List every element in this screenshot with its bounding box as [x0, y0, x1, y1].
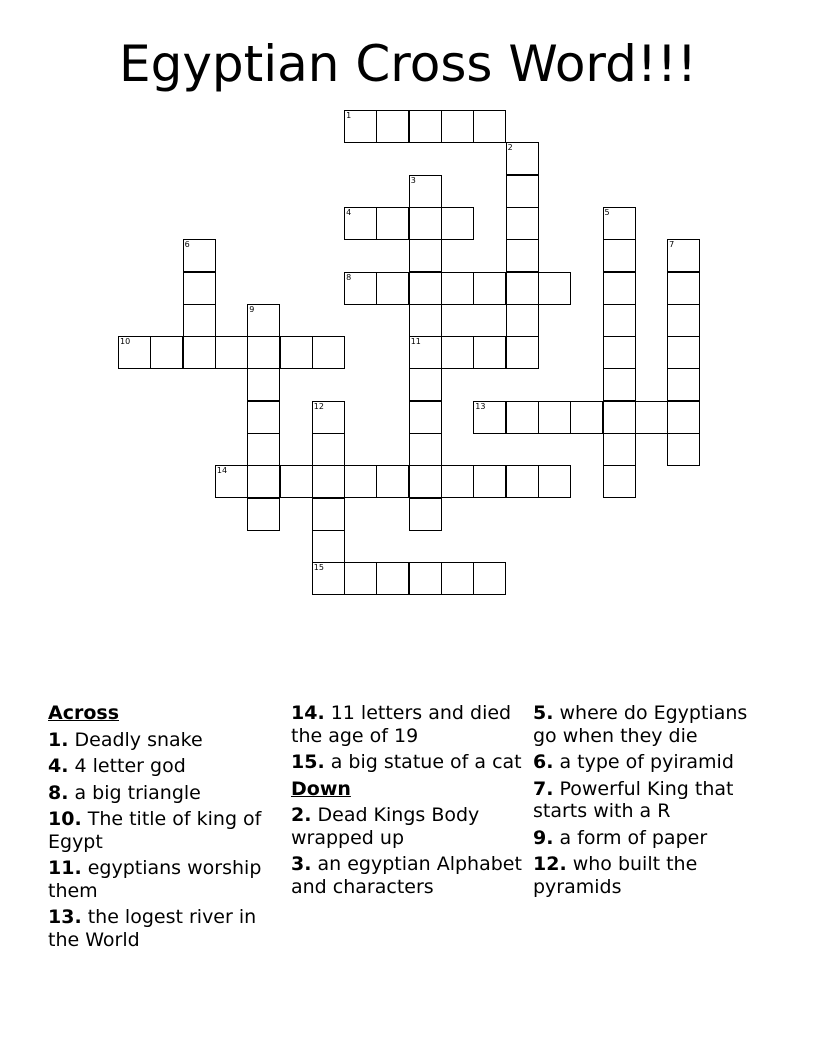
grid-cell[interactable] — [603, 433, 636, 466]
grid-cell[interactable] — [473, 562, 506, 595]
grid-cell[interactable] — [376, 562, 409, 595]
grid-cell[interactable] — [473, 401, 506, 434]
grid-cell[interactable] — [344, 562, 377, 595]
grid-cell[interactable] — [376, 207, 409, 240]
grid-cell[interactable] — [667, 401, 700, 434]
clue-text: where do Egyptians go when they die — [533, 702, 748, 747]
grid-cell[interactable] — [506, 304, 539, 337]
grid-cell[interactable] — [603, 401, 636, 434]
clues-section — [48, 702, 788, 1002]
clue — [48, 857, 280, 902]
clue-text: The title of king of Egypt — [48, 808, 262, 853]
grid-cell[interactable] — [441, 207, 474, 240]
grid-cell[interactable] — [344, 110, 377, 143]
grid-cell[interactable] — [473, 336, 506, 369]
grid-cell[interactable] — [409, 562, 442, 595]
grid-cell[interactable] — [376, 465, 409, 498]
clue-text: 11 letters and died the age of 19 — [291, 702, 512, 747]
grid-cell[interactable] — [312, 498, 345, 531]
grid-cell[interactable] — [603, 336, 636, 369]
clue-text: a big triangle — [68, 781, 201, 804]
clue — [48, 808, 280, 853]
grid-cell[interactable] — [247, 336, 280, 369]
grid-cell[interactable] — [603, 304, 636, 337]
grid-cell[interactable] — [183, 304, 216, 337]
clue-num: 4. — [48, 755, 69, 777]
clue-number: 1 — [346, 111, 352, 120]
clue — [533, 702, 765, 747]
grid-cell[interactable] — [667, 272, 700, 305]
clue-number: 14 — [216, 466, 228, 476]
clue-text: Dead Kings Body wrapped up — [291, 804, 480, 849]
grid-cell[interactable] — [506, 239, 539, 272]
clue-number: 6 — [184, 240, 190, 250]
clue-number: 12 — [313, 401, 324, 411]
clue-text: a form of paper — [553, 826, 708, 849]
grid-cell[interactable] — [215, 336, 248, 369]
grid-cell[interactable] — [409, 336, 442, 369]
grid-cell[interactable] — [538, 401, 571, 434]
grid-cell[interactable] — [183, 239, 216, 272]
grid-cell[interactable] — [473, 110, 506, 143]
grid-cell[interactable] — [247, 433, 280, 466]
grid-cell[interactable] — [506, 272, 539, 305]
grid-cell[interactable] — [603, 368, 636, 401]
clue — [291, 804, 523, 849]
grid-cell[interactable] — [344, 272, 377, 305]
grid-cell[interactable] — [409, 110, 442, 143]
clue-num: 13. — [48, 906, 82, 928]
grid-cell[interactable] — [312, 336, 345, 369]
grid-cell[interactable] — [409, 175, 442, 208]
grid-cell[interactable] — [247, 304, 280, 337]
clue-column-2 — [291, 702, 523, 902]
grid-cell[interactable] — [570, 401, 603, 434]
clue — [48, 782, 280, 805]
clue-num: 1. — [48, 728, 69, 751]
clue-number: 5 — [604, 207, 610, 217]
grid-cell[interactable] — [376, 110, 409, 143]
clue-column-3 — [533, 702, 765, 902]
grid-cell[interactable] — [280, 465, 313, 498]
grid-cell[interactable] — [118, 336, 151, 369]
clue-num: 3. — [291, 853, 312, 875]
grid-cell[interactable] — [312, 401, 345, 434]
grid-cell[interactable] — [312, 465, 345, 498]
grid-cell[interactable] — [506, 401, 539, 434]
grid-cell[interactable] — [409, 465, 442, 498]
grid-cell[interactable] — [603, 239, 636, 272]
grid-cell[interactable] — [667, 304, 700, 337]
grid-cell[interactable] — [409, 304, 442, 337]
clue-number: 4 — [346, 207, 352, 217]
grid-cell[interactable] — [247, 368, 280, 401]
grid-cell[interactable] — [441, 336, 474, 369]
grid-cell[interactable] — [603, 207, 636, 240]
clue-number: 7 — [669, 240, 675, 250]
clue-text: egyptians worship them — [48, 857, 262, 902]
grid-cell[interactable] — [506, 142, 539, 175]
grid-cell[interactable] — [409, 239, 442, 272]
grid-cell[interactable] — [409, 433, 442, 466]
grid-cell[interactable] — [441, 465, 474, 498]
clue-text: who built the pyramids — [533, 853, 698, 898]
grid-cell[interactable] — [183, 336, 216, 369]
clue — [48, 755, 280, 778]
grid-cell[interactable] — [441, 110, 474, 143]
clue-num: 2. — [291, 804, 312, 826]
clue-num: 10. — [48, 808, 82, 830]
grid-cell[interactable] — [344, 207, 377, 240]
across-heading: Across — [48, 702, 120, 724]
grid-cell[interactable] — [247, 401, 280, 434]
clue — [291, 751, 523, 774]
grid-cell[interactable] — [150, 336, 183, 369]
grid-cell[interactable] — [312, 562, 345, 595]
clue — [48, 906, 280, 951]
grid-cell[interactable] — [667, 368, 700, 401]
clue — [291, 853, 523, 898]
grid-cell[interactable] — [312, 530, 345, 563]
grid-cell[interactable] — [280, 336, 313, 369]
grid-cell[interactable] — [441, 562, 474, 595]
clue-text: an egyptian Alphabet and characters — [291, 853, 522, 898]
clue-num: 6. — [533, 751, 554, 773]
clue-number: 11 — [410, 337, 421, 347]
page-title: Egyptian Cross Word!!! — [119, 35, 697, 93]
grid-cell[interactable] — [667, 239, 700, 272]
clue-text: Powerful King that starts with a R — [533, 777, 734, 822]
clue — [48, 729, 280, 752]
clue-num: 14. — [291, 702, 325, 724]
grid-cell[interactable] — [409, 368, 442, 401]
clue-number: 10 — [120, 337, 131, 347]
clue-number: 8 — [346, 272, 352, 282]
clue — [533, 853, 765, 898]
clue-text: 4 letter god — [68, 755, 186, 777]
clue-num: 5. — [533, 702, 554, 724]
grid-cell[interactable] — [344, 465, 377, 498]
clue-number: 15 — [313, 563, 324, 573]
clue — [291, 702, 523, 747]
clue — [533, 778, 765, 823]
grid-cell[interactable] — [635, 401, 668, 434]
grid-cell[interactable] — [409, 207, 442, 240]
grid-cell[interactable] — [409, 498, 442, 531]
grid-cell[interactable] — [183, 272, 216, 305]
grid-cell[interactable] — [506, 336, 539, 369]
grid-cell[interactable] — [247, 498, 280, 531]
clue-text: a big statue of a cat — [324, 751, 522, 773]
clue-num: 11. — [48, 857, 82, 879]
clue-text: a type of pyiramid — [553, 751, 734, 773]
grid-cell[interactable] — [473, 465, 506, 498]
grid-cell[interactable] — [473, 272, 506, 305]
grid-cell[interactable] — [667, 433, 700, 466]
grid-cell[interactable] — [247, 465, 280, 498]
clue-number: 13 — [475, 401, 486, 411]
down-heading: Down — [291, 777, 351, 800]
clue-text: Deadly snake — [68, 728, 203, 751]
clue-column-1 — [48, 702, 280, 955]
grid-cell[interactable] — [603, 272, 636, 305]
clue-num: 12. — [533, 853, 567, 875]
grid-cell[interactable] — [538, 465, 571, 498]
clue — [533, 827, 765, 850]
grid-cell[interactable] — [376, 272, 409, 305]
clue-number: 3 — [410, 175, 416, 185]
grid-cell[interactable] — [409, 272, 442, 305]
grid-cell[interactable] — [441, 272, 474, 305]
clue — [533, 751, 765, 774]
clue-num: 7. — [533, 777, 554, 800]
clue-number: 2 — [507, 143, 513, 153]
clue-num: 8. — [48, 781, 69, 804]
grid-cell[interactable] — [506, 207, 539, 240]
grid-cell[interactable] — [409, 401, 442, 434]
clue-num: 15. — [291, 751, 325, 773]
grid-cell[interactable] — [538, 272, 571, 305]
clue-num: 9. — [533, 826, 554, 849]
grid-cell[interactable] — [667, 336, 700, 369]
grid-cell[interactable] — [603, 465, 636, 498]
clue-text: the logest river in the World — [48, 906, 257, 951]
grid-cell[interactable] — [312, 433, 345, 466]
grid-cell[interactable] — [215, 465, 248, 498]
grid-cell[interactable] — [506, 465, 539, 498]
clue-number: 9 — [249, 304, 255, 314]
grid-cell[interactable] — [506, 175, 539, 208]
